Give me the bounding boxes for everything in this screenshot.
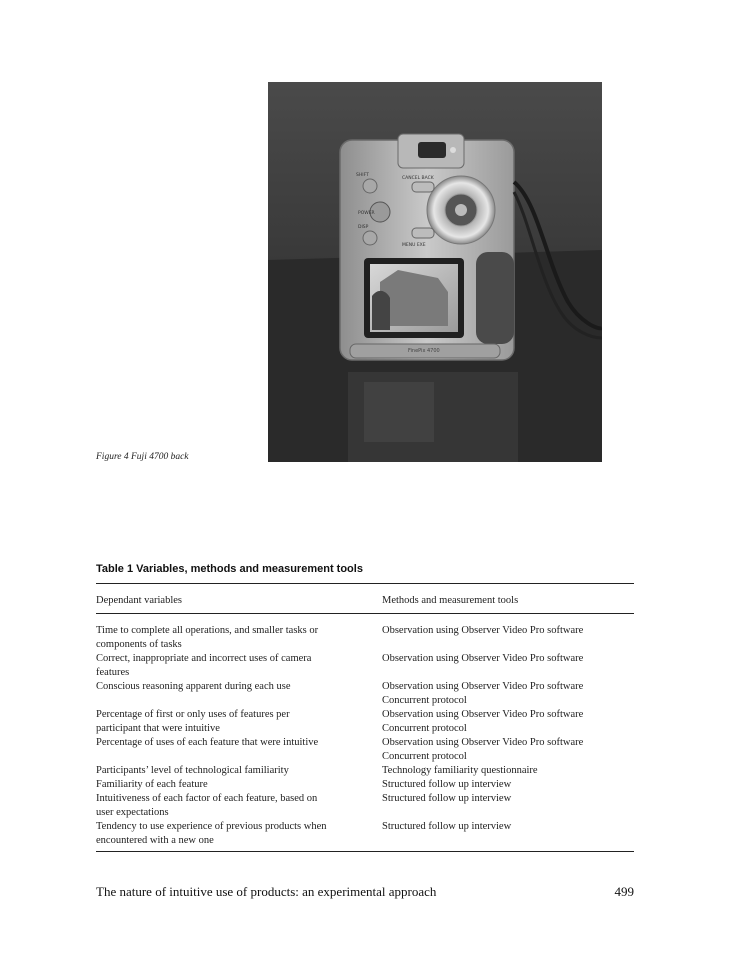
header-dependant-variables: Dependant variables bbox=[96, 595, 183, 606]
label-menu-exe: MENU EXE bbox=[402, 243, 426, 248]
method-cell bbox=[382, 820, 634, 848]
variable-cell bbox=[96, 736, 382, 764]
cell-line: Intuitiveness of each factor of each feature, based on bbox=[96, 793, 318, 804]
cell-line: Structured follow up interview bbox=[382, 821, 512, 832]
figure-caption: Figure 4 Fuji 4700 back bbox=[96, 452, 189, 462]
table-header-row bbox=[96, 594, 634, 608]
method-cell bbox=[382, 764, 634, 778]
method-cell bbox=[382, 778, 634, 792]
label-shift: SHIFT bbox=[356, 173, 369, 178]
table-bottom-rule bbox=[96, 851, 634, 852]
cell-line: Concurrent protocol bbox=[382, 751, 467, 762]
table-row bbox=[96, 652, 634, 680]
cell-line: Percentage of uses of each feature that were intuitive bbox=[96, 737, 319, 748]
cell-line: Technology familiarity questionnaire bbox=[382, 765, 538, 776]
method-cell bbox=[382, 624, 634, 652]
method-cell bbox=[382, 792, 634, 820]
variable-cell bbox=[96, 652, 382, 680]
cell-line: Observation using Observer Video Pro software bbox=[382, 681, 584, 692]
variable-cell bbox=[96, 792, 382, 820]
cell-line: Concurrent protocol bbox=[382, 695, 467, 706]
table-row bbox=[96, 736, 634, 764]
method-cell bbox=[382, 708, 634, 736]
cell-line: Structured follow up interview bbox=[382, 793, 512, 804]
cell-line: Structured follow up interview bbox=[382, 779, 512, 790]
table-row bbox=[96, 624, 634, 652]
method-cell bbox=[382, 652, 634, 680]
table-header-rule bbox=[96, 613, 634, 614]
table-row bbox=[96, 778, 634, 792]
cell-line: encountered with a new one bbox=[96, 835, 214, 846]
cell-line: components of tasks bbox=[96, 639, 182, 650]
table-row bbox=[96, 792, 634, 820]
cell-line: Observation using Observer Video Pro software bbox=[382, 625, 584, 636]
table-row bbox=[96, 708, 634, 736]
cell-line: Participants’ level of technological familiarity bbox=[96, 765, 289, 776]
cell-line: Conscious reasoning apparent during each use bbox=[96, 681, 291, 692]
variable-cell bbox=[96, 778, 382, 792]
camera-photo bbox=[268, 82, 602, 462]
cell-line: Correct, inappropriate and incorrect uses of camera bbox=[96, 653, 312, 664]
cell-line: Time to complete all operations, and smaller tasks or bbox=[96, 625, 319, 636]
method-cell bbox=[382, 680, 634, 708]
cell-line: features bbox=[96, 667, 130, 678]
table-title: Table 1 Variables, methods and measurement tools bbox=[96, 563, 363, 575]
cell-line: Observation using Observer Video Pro software bbox=[382, 737, 584, 748]
running-title: The nature of intuitive use of products: an experimental approach bbox=[96, 884, 437, 899]
cell-line: Percentage of first or only uses of features per bbox=[96, 709, 290, 720]
cell-line: Tendency to use experience of previous products when bbox=[96, 821, 327, 832]
label-disp: DISP bbox=[358, 225, 369, 230]
variable-cell bbox=[96, 624, 382, 652]
table-row bbox=[96, 680, 634, 708]
cell-line: Observation using Observer Video Pro software bbox=[382, 709, 584, 720]
variable-cell bbox=[96, 820, 382, 848]
header-methods: Methods and measurement tools bbox=[382, 595, 519, 606]
variable-cell bbox=[96, 708, 382, 736]
table-body bbox=[96, 624, 634, 848]
variable-cell bbox=[96, 764, 382, 778]
cell-line: Observation using Observer Video Pro software bbox=[382, 653, 584, 664]
page-footer bbox=[96, 884, 634, 900]
label-brand: FinePix 4700 bbox=[408, 348, 440, 354]
cell-line: user expectations bbox=[96, 807, 169, 818]
method-cell bbox=[382, 736, 634, 764]
table-top-rule bbox=[96, 583, 634, 584]
table-row bbox=[96, 820, 634, 848]
variable-cell bbox=[96, 680, 382, 708]
cell-line: Familiarity of each feature bbox=[96, 779, 208, 790]
page-number: 499 bbox=[614, 884, 634, 899]
label-cancel-back: CANCEL BACK bbox=[402, 176, 434, 181]
label-power: POWER bbox=[358, 211, 375, 216]
table-row bbox=[96, 764, 634, 778]
camera-photo-drawing bbox=[268, 82, 602, 462]
cell-line: participant that were intuitive bbox=[96, 723, 220, 734]
cell-line: Concurrent protocol bbox=[382, 723, 467, 734]
